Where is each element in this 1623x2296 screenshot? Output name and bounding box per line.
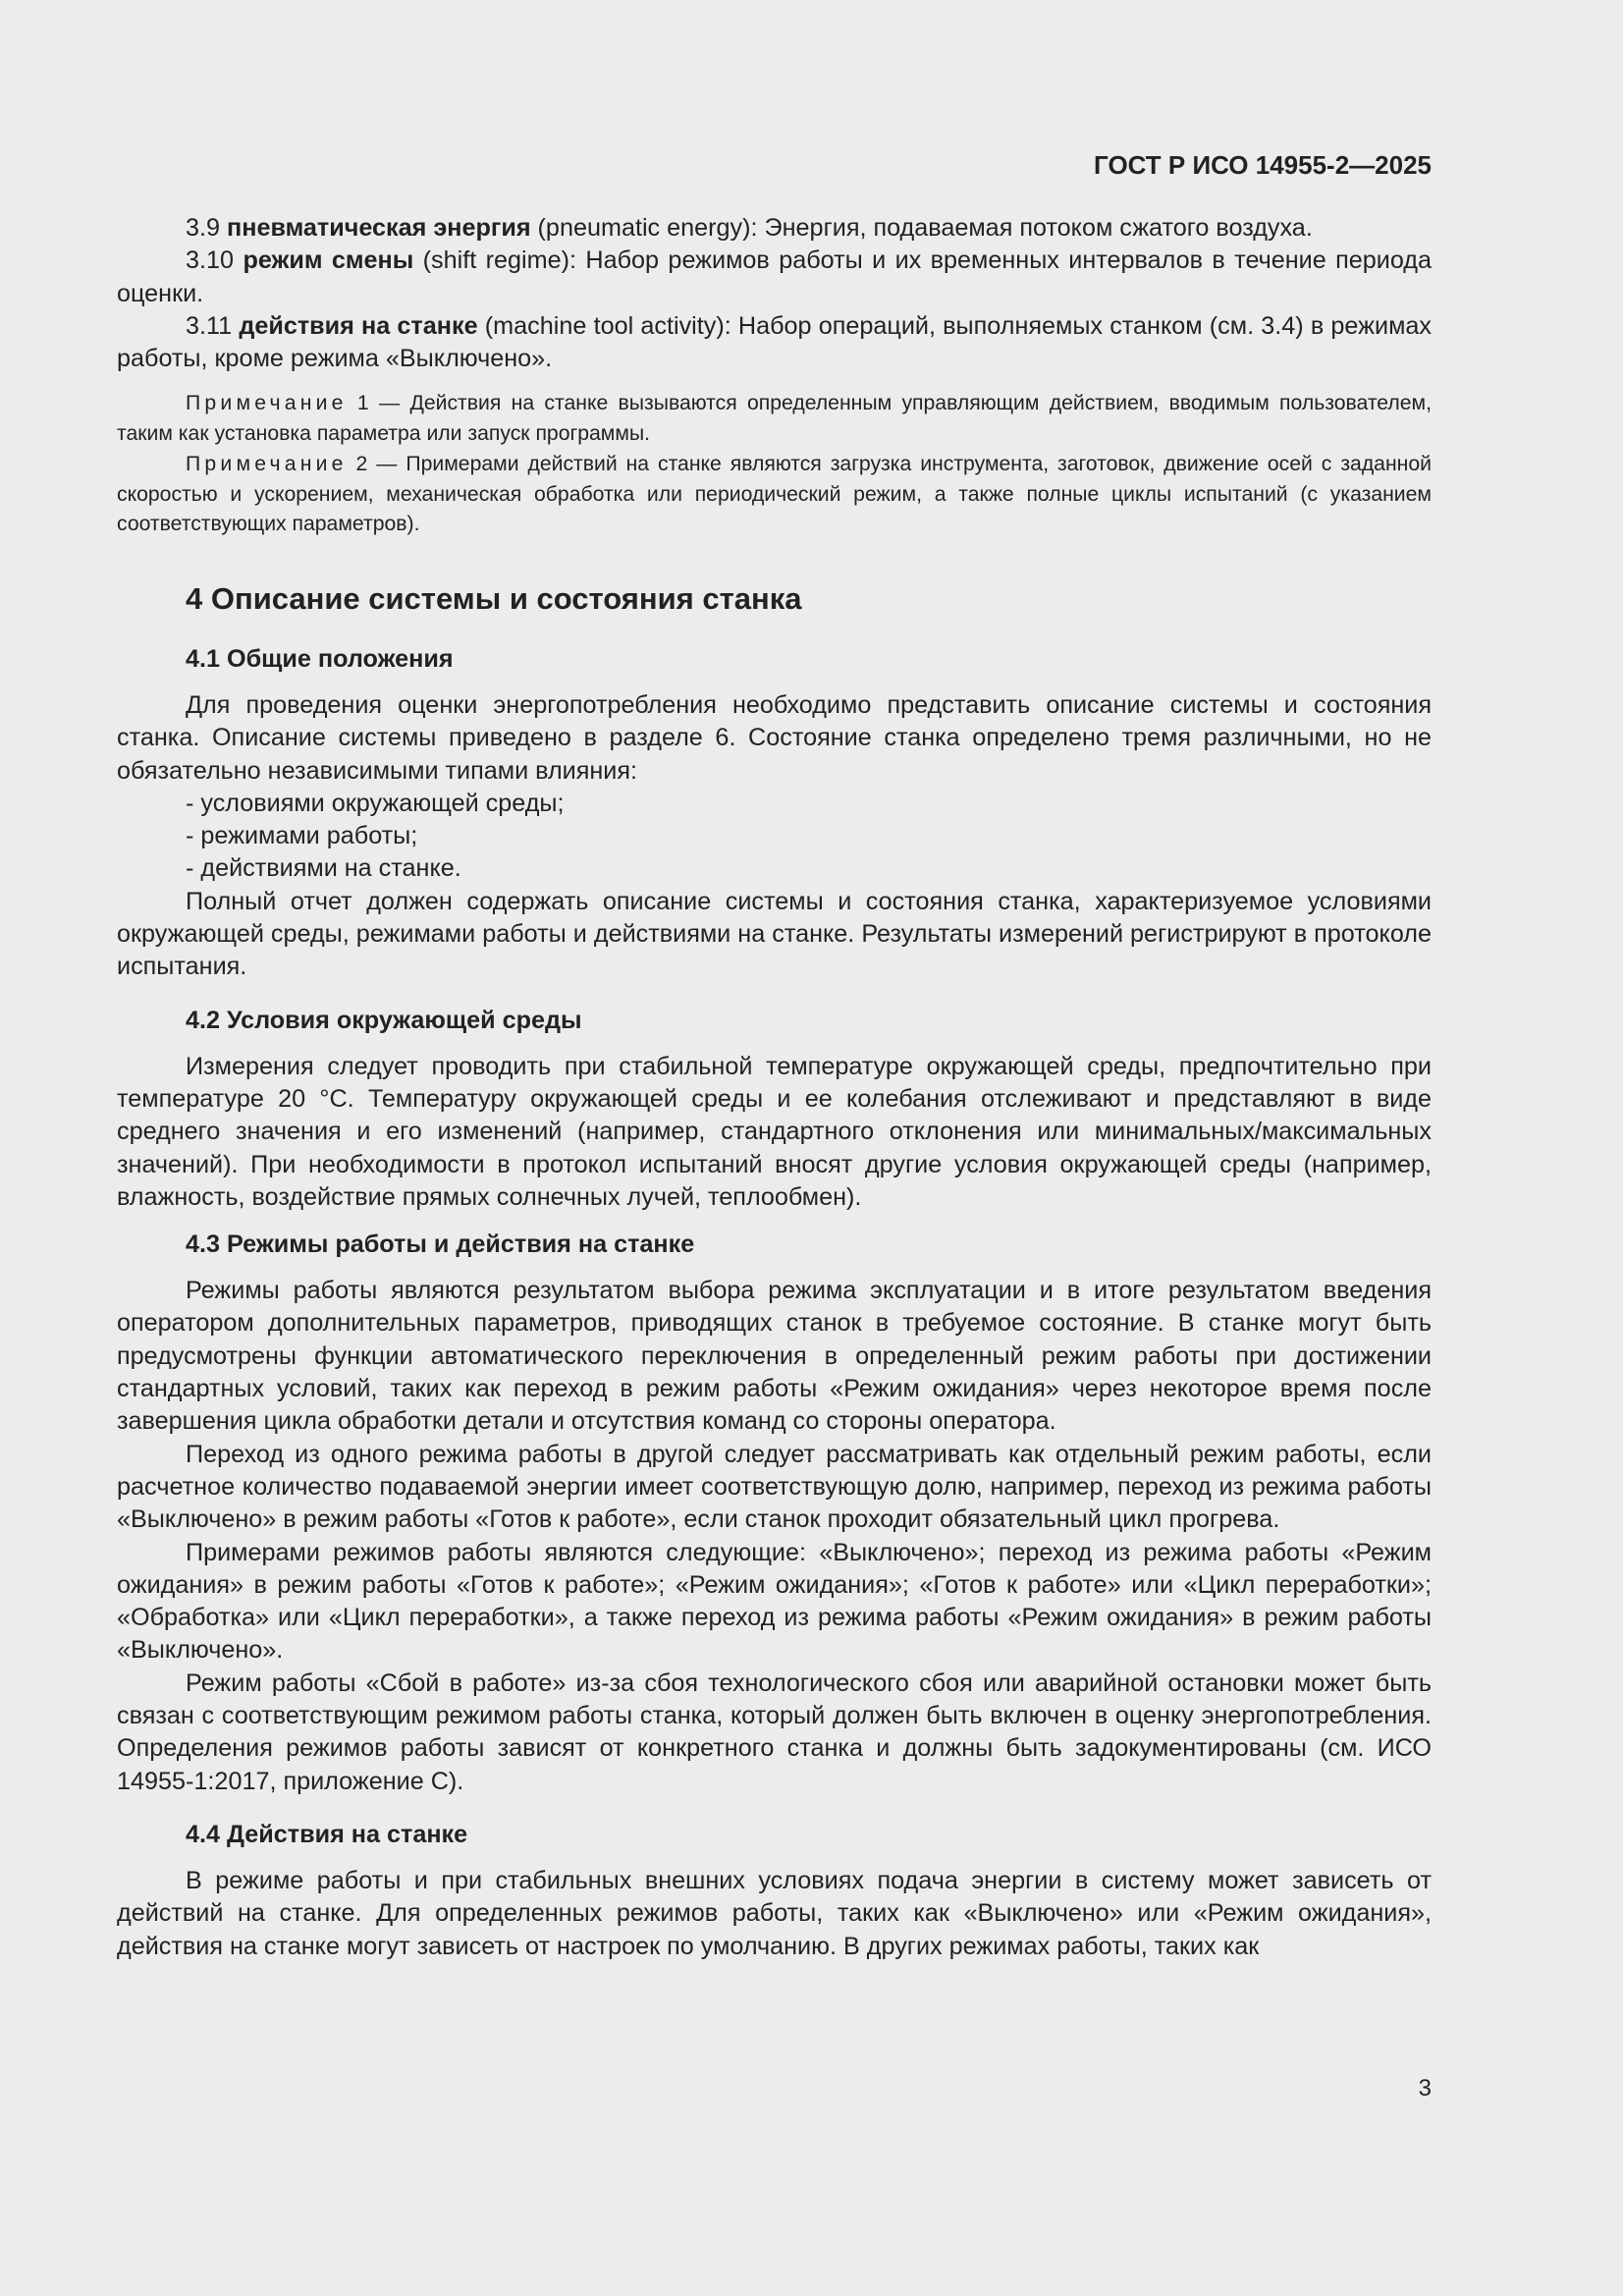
definition-number: 3.10: [186, 246, 235, 275]
note-number: 1 —: [347, 392, 410, 415]
note-label: Примечание: [186, 452, 348, 475]
definition-number: 3.9: [186, 214, 221, 242]
definition-3-9: [117, 212, 1432, 245]
note-2: [117, 450, 1432, 540]
definition-3-10: [117, 245, 1432, 310]
note-label: Примечание: [186, 392, 348, 415]
page-number: 3: [1418, 2075, 1432, 2102]
definition-text: (pneumatic energy): Энергия, подаваемая потоком сжатого воздуха.: [530, 214, 1313, 242]
paragraph: Режим работы «Сбой в работе» из-за сбоя технологического сбоя или аварийной остановки может быть связан с соответствующим режимом работы станка, который должен быть включен в оценку энергопотребления. Определения режимов работы зависят от конкретного станка и должны быть задокументированы (см. ИСО 14955-1:2017, приложение С).: [117, 1668, 1432, 1795]
note-text: Действия на станке вызываются определенным управляющим действием, вводимым пользователем, таким как установка параметра или запуск программы.: [117, 392, 1432, 446]
list-item: - действиями на станке.: [186, 854, 461, 883]
paragraph: Режимы работы являются результатом выбора режима эксплуатации и в итоге результатом введения оператором дополнительных параметров, приводящих станок в требуемое состояние. В станке могут быть предусмотрены функции автоматического переключения в определенный режим работы при достижении стандартных условий, таких как переход в режим работы «Режим ожидания» через некоторое время после завершения цикла обработки детали и отсутствия команд со стороны оператора.: [117, 1277, 1432, 1436]
paragraph: Измерения следует проводить при стабильной температуре окружающей среды, предпочтительно при температуре 20 °С. Температуру окружающей среды и ее колебания отслеживают и представляют в виде среднего значения и его изменений (например, стандартного отклонения или минимальных/максимальных значений). При необходимости в протокол испытаний вносят другие условия окружающей среды (например, влажность, воздействие прямых солнечных лучей, теплообмен).: [117, 1052, 1432, 1211]
definition-term: действия на станке: [239, 311, 478, 340]
note-number: 2 —: [347, 452, 406, 475]
section-4-4-title: 4.4 Действия на станке: [186, 1820, 468, 1848]
paragraph: В режиме работы и при стабильных внешних условиях подача энергии в систему может зависеть от действий на станке. Для определенных режимов работы, таких как «Выключено» или «Режим ожидания», действия на станке могут зависеть от настроек по умолчанию. В других режимах работы, таких как: [117, 1866, 1432, 1960]
definition-3-11: [117, 310, 1432, 376]
definition-term: режим смены: [243, 246, 414, 275]
list-item: - режимами работы;: [186, 822, 418, 850]
paragraph: Для проведения оценки энергопотребления необходимо представить описание системы и состояния станка. Описание системы приведено в разделе 6. Состояние станка определено тремя различными, но не обязательно независимыми типами влияния:: [117, 691, 1432, 785]
section-4-2-title: 4.2 Условия окружающей среды: [186, 1006, 582, 1034]
note-1: [117, 389, 1432, 449]
section-4-1-title: 4.1 Общие положения: [186, 645, 454, 673]
document-number-header: ГОСТ Р ИСО 14955-2—2025: [1094, 150, 1432, 180]
section-4-3-title: 4.3 Режимы работы и действия на станке: [186, 1230, 695, 1259]
definition-number: 3.11: [186, 311, 233, 340]
definition-text: (machine tool activity): Набор операций, выполняемых станком (см. 3.4) в режимах работы, кроме режима «Выключено».: [117, 311, 1432, 373]
section-4-title: 4 Описание системы и состояния станка: [186, 581, 802, 616]
paragraph: Переход из одного режима работы в другой следует рассматривать как отдельный режим работы, если расчетное количество подаваемой энергии имеет соответствующую долю, например, переход из режима работы «Выключено» в режим работы «Готов к работе», если станок проходит обязательный цикл прогрева.: [117, 1440, 1432, 1534]
list-item: - условиями окружающей среды;: [186, 789, 565, 817]
paragraph: Примерами режимов работы являются следующие: «Выключено»; переход из режима работы «Режим ожидания» в режим работы «Готов к работе»; «Режим ожидания»; «Готов к работе» или «Цикл переработки»; «Обработка» или «Цикл переработки», а также переход из режима работы «Режим ожидания» в режим работы «Выключено».: [117, 1538, 1432, 1665]
definition-text: (shift regime): Набор режимов работы и их временных интервалов в течение периода оценки.: [117, 246, 1433, 307]
note-text: Примерами действий на станке являются загрузка инструмента, заготовок, движение осей с заданной скоростью и ускорением, механическая обработка или периодический режим, а также полные циклы испытаний (с указанием соответствующих параметров).: [117, 452, 1432, 536]
paragraph: Полный отчет должен содержать описание системы и состояния станка, характеризуемое условиями окружающей среды, режимами работы и действиями на станке. Результаты измерений регистрируют в протоколе испытания.: [117, 887, 1432, 981]
definition-term: пневматическая энергия: [227, 214, 531, 242]
